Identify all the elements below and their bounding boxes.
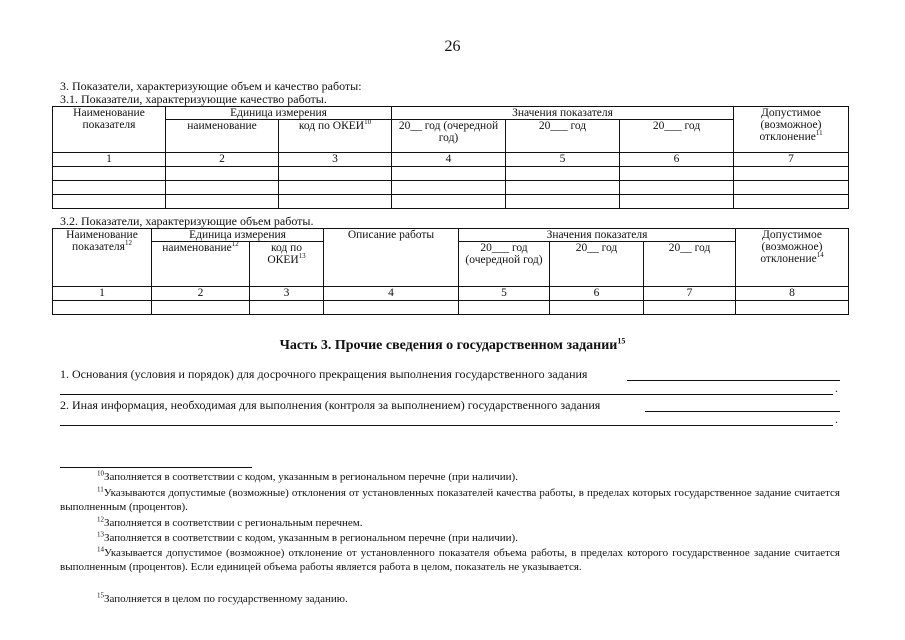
fill-line [60,394,833,395]
table-row [53,195,849,209]
page-number: 26 [444,38,461,55]
header-deviation-label: Допустимое (возможное) отклонение [759,107,822,143]
footnote-ref: 12 [231,241,239,249]
header-year-1: 20__ год (очередной год) [392,120,506,153]
column-number: 2 [152,287,250,301]
header-unit-code [250,242,324,287]
footnote-13 [60,531,840,545]
header-unit-name [152,242,250,287]
footnote-ref: 14 [816,251,824,260]
column-number: 2 [166,153,279,167]
footnote-text: Заполняется в соответствии с кодом, указанным в региональном перечне (при наличии). [104,471,518,483]
header-description: Описание работы [324,229,459,287]
subsection-title-volume: 3.2. Показатели, характеризующие объем работы. [60,214,314,228]
header-year-3: 20__ год [644,242,736,287]
footnote-text: Указываются допустимые (возможные) отклонения от установленных показателей качества работы, в пределах которых государственное задание считается выполненным (процентов). [60,487,840,513]
table-row [53,167,849,181]
header-year-2: 20__ год [550,242,644,287]
header-deviation [734,107,849,153]
volume-indicators-table [52,228,849,315]
column-number: 7 [734,153,849,167]
part3-title [0,338,905,354]
section-title: 3. Показатели, характеризующие объем и качество работы: [60,79,362,93]
column-number: 3 [279,153,392,167]
footnote-text: Заполняется в целом по государственному заданию. [104,593,348,605]
header-values: Значения показателя [459,229,736,242]
fill-line [627,380,840,381]
footnote-text: Заполняется в соответствии с кодом, указанным в региональном перечне (при наличии). [104,532,518,544]
footnote-ref: 15 [97,591,104,600]
footnote-text: Указывается допустимое (возможное) отклонение от установленного показателя объема работы, в пределах которого государственное задание считается выполненным (процентов). Если единицей объема работы является работа в целом, показатель не указывается. [60,547,840,573]
item-early-termination: 1. Основания (условия и порядок) для досрочного прекращения выполнения государственного задания [60,367,588,381]
header-year-1: 20___ год (очередной год) [459,242,550,287]
column-number: 5 [506,153,620,167]
header-deviation [736,229,849,287]
column-number: 6 [550,287,644,301]
footnote-10 [60,470,840,484]
footnote-ref: 12 [124,239,132,248]
column-number: 3 [250,287,324,301]
footnote-ref: 13 [97,530,104,539]
footnote-11 [60,486,840,514]
header-year-2: 20___ год [506,120,620,153]
header-unit-code-label: код по ОКЕИ [298,120,365,132]
part3-title-text: Часть 3. Прочие сведения о государственном задании [279,338,618,353]
column-number: 8 [736,287,849,301]
header-indicator-name-label: Наименование показателя [66,229,138,253]
column-number: 4 [392,153,506,167]
header-unit: Единица измерения [166,107,392,120]
header-indicator-name [53,229,152,287]
header-unit: Единица измерения [152,229,324,242]
end-mark: . [835,412,838,426]
header-unit-name-label: наименование [162,242,232,254]
footnote-15 [60,592,840,606]
footnote-ref: 11 [815,129,823,138]
item-other-info: 2. Иная информация, необходимая для выполнения (контроля за выполнением) государственного задания [60,398,601,412]
subsection-title-quality: 3.1. Показатели, характеризующие качество работы. [60,92,327,106]
footnote-ref: 13 [298,252,306,261]
footnote-14 [60,546,840,574]
header-indicator-name: Наименование показателя [53,107,166,153]
column-number: 5 [459,287,550,301]
header-deviation-label: Допустимое (возможное) отклонение [760,229,823,265]
header-unit-code [279,120,392,153]
fill-line [60,425,833,426]
quality-indicators-table [52,106,849,209]
header-year-3: 20___ год [620,120,734,153]
footnote-ref: 10 [97,469,104,478]
footnote-ref: 15 [617,336,626,346]
footnote-12 [60,516,840,530]
header-unit-name: наименование [166,120,279,153]
footnote-text: Заполняется в соответствии с региональным перечнем. [104,517,363,529]
fill-line [645,411,840,412]
column-number: 7 [644,287,736,301]
header-unit-code-label: код по ОКЕИ [267,242,303,266]
table-row [53,181,849,195]
table-row [53,301,849,315]
footnote-ref: 11 [97,485,104,494]
column-number: 1 [53,287,152,301]
footnote-separator [60,467,252,468]
footnote-ref: 10 [364,119,372,127]
end-mark: . [835,381,838,395]
column-number: 1 [53,153,166,167]
header-values: Значения показателя [392,107,734,120]
footnote-ref: 14 [97,545,104,554]
column-number: 6 [620,153,734,167]
footnote-ref: 12 [97,515,104,524]
column-number: 4 [324,287,459,301]
